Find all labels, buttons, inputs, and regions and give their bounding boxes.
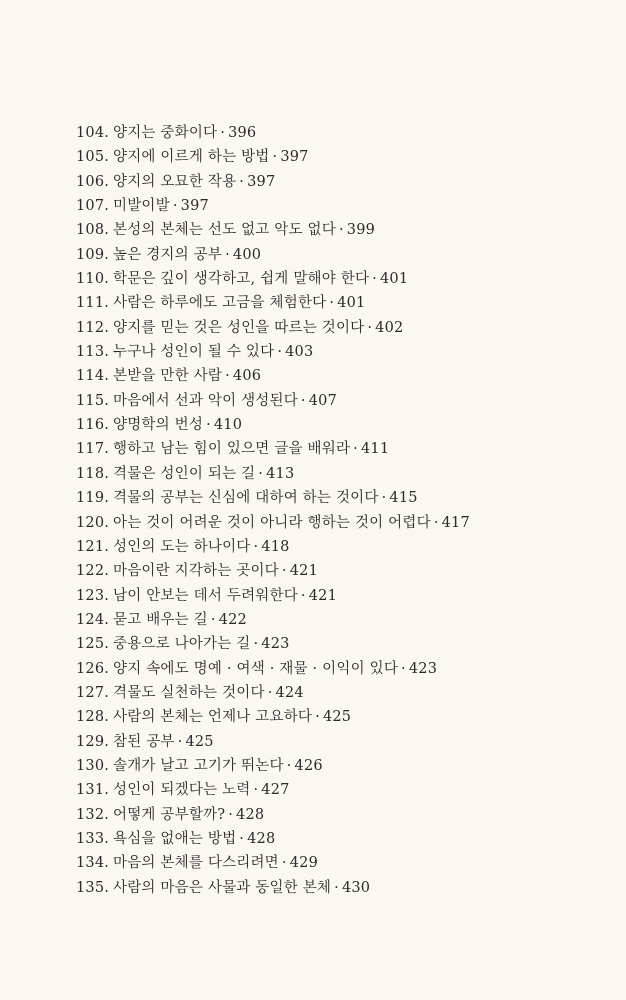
entry-separator: ·	[353, 441, 358, 458]
toc-entry	[76, 803, 596, 827]
entry-number: 132.	[76, 806, 110, 823]
entry-separator: ·	[267, 684, 273, 701]
entry-number: 121.	[76, 538, 110, 555]
entry-page-number: 424	[275, 684, 304, 701]
entry-page-number: 410	[213, 417, 243, 434]
toc-entry	[76, 511, 596, 535]
entry-title: 양지 속에도 명예 · 여색 · 재물 · 이익이 있다	[113, 660, 399, 677]
entry-title: 본받을 만한 사람	[113, 368, 223, 385]
toc-entry	[76, 876, 596, 900]
entry-title: 묻고 배우는 길	[113, 611, 208, 628]
toc-entry	[76, 316, 596, 340]
entry-title: 양명학의 번성	[113, 417, 204, 434]
toc-entry	[76, 340, 596, 364]
entry-number: 135.	[76, 879, 110, 896]
entry-title: 격물의 공부는 신심에 대하여 하는 것이다	[113, 490, 379, 507]
entry-separator: ·	[329, 295, 335, 312]
entry-separator: ·	[272, 149, 278, 166]
entry-number: 128.	[76, 709, 110, 726]
entry-page-number: 415	[389, 490, 418, 507]
entry-page-number: 397	[180, 198, 209, 215]
toc-entry	[76, 194, 596, 218]
entry-page-number: 421	[289, 563, 318, 580]
toc-entry	[76, 486, 596, 510]
entry-title: 마음의 본체를 다스리려면	[113, 855, 279, 872]
entry-title: 욕심을 없애는 방법	[113, 830, 237, 847]
entry-title: 본성의 본체는 선도 없고 악도 없다	[113, 222, 336, 239]
entry-number: 107.	[76, 198, 110, 215]
entry-separator: ·	[367, 319, 373, 336]
entry-page-number: 422	[218, 611, 247, 628]
entry-separator: ·	[239, 173, 245, 190]
entry-separator: ·	[300, 392, 306, 409]
entry-number: 133.	[76, 830, 110, 847]
entry-title: 어떻게 공부할까?	[113, 806, 226, 823]
entry-title: 남이 안보는 데서 두려워한다	[113, 587, 298, 604]
entry-page-number: 423	[408, 660, 438, 677]
entry-number: 122.	[76, 563, 110, 580]
entry-separator: ·	[281, 855, 287, 872]
entry-page-number: 429	[289, 855, 318, 872]
toc-entry	[76, 608, 596, 632]
entry-separator: ·	[277, 344, 283, 361]
entry-title: 양지는 중화이다	[113, 125, 218, 141]
entry-number: 106.	[76, 173, 110, 190]
entry-title: 미발이발	[113, 198, 170, 215]
toc-entry	[76, 462, 596, 486]
entry-number: 129.	[76, 733, 110, 750]
toc-entry	[76, 657, 596, 681]
entry-separator: ·	[286, 757, 292, 774]
entry-separator: ·	[372, 271, 377, 288]
entry-title: 성인이 되겠다는 노력	[113, 782, 251, 799]
entry-separator: ·	[315, 709, 320, 726]
entry-page-number: 403	[285, 344, 314, 361]
entry-title: 성인의 도는 하나이다	[113, 538, 251, 555]
entry-page-number: 425	[322, 709, 352, 726]
entry-number: 108.	[76, 222, 110, 239]
entry-page-number: 400	[232, 246, 262, 263]
entry-separator: ·	[281, 563, 287, 580]
entry-page-number: 397	[247, 173, 276, 190]
entry-title: 솔개가 날고 고기가 뛰논다	[113, 757, 284, 774]
entry-separator: ·	[338, 222, 344, 239]
toc-entry	[76, 437, 596, 461]
entry-page-number: 427	[261, 782, 290, 799]
entry-page-number: 396	[228, 125, 257, 141]
entry-number: 123.	[76, 587, 110, 604]
entry-number: 105.	[76, 149, 110, 166]
entry-number: 109.	[76, 246, 110, 263]
entry-title: 학문은 깊이 생각하고, 쉽게 말해야 한다	[113, 271, 370, 288]
toc-entry	[76, 121, 596, 145]
entry-number: 104.	[76, 125, 110, 141]
toc-entry	[76, 413, 596, 437]
entry-number: 134.	[76, 855, 110, 872]
entry-page-number: 426	[294, 757, 323, 774]
entry-number: 114.	[76, 368, 110, 385]
entry-number: 130.	[76, 757, 110, 774]
entry-separator: ·	[253, 538, 259, 555]
entry-number: 118.	[76, 465, 110, 482]
entry-title: 참된 공부	[113, 733, 175, 750]
toc-entry	[76, 218, 596, 242]
entry-separator: ·	[433, 514, 439, 531]
entry-separator: ·	[225, 368, 230, 385]
entry-title: 마음에서 선과 악이 생성된다	[113, 392, 298, 409]
toc-entry	[76, 584, 596, 608]
toc-entry	[76, 243, 596, 267]
entry-separator: ·	[228, 806, 234, 823]
entry-title: 사람의 마음은 사물과 동일한 본체	[113, 879, 332, 896]
entry-page-number: 407	[308, 392, 338, 409]
entry-title: 높은 경지의 공부	[113, 246, 223, 263]
entry-page-number: 418	[261, 538, 290, 555]
entry-number: 115.	[76, 392, 110, 409]
toc-entry	[76, 364, 596, 388]
entry-title: 아는 것이 어려운 것이 아니라 행하는 것이 어렵다	[113, 514, 431, 531]
entry-page-number: 413	[266, 465, 295, 482]
entry-number: 111.	[76, 295, 110, 312]
entry-page-number: 430	[341, 879, 371, 896]
entry-number: 116.	[76, 417, 110, 434]
entry-page-number: 417	[441, 514, 470, 531]
toc-entry	[76, 827, 596, 851]
entry-title: 양지에 이르게 하는 방법	[113, 149, 270, 166]
entry-separator: ·	[210, 611, 216, 628]
entry-separator: ·	[381, 490, 387, 507]
toc-entry	[76, 535, 596, 559]
entry-number: 124.	[76, 611, 110, 628]
entry-number: 127.	[76, 684, 110, 701]
entry-separator: ·	[401, 660, 406, 677]
entry-separator: ·	[225, 246, 230, 263]
toc-entry	[76, 389, 596, 413]
entry-page-number: 421	[308, 587, 338, 604]
entry-number: 119.	[76, 490, 110, 507]
toc-entry	[76, 291, 596, 315]
entry-title: 행하고 남는 힘이 있으면 글을 배워라	[113, 441, 351, 458]
toc-entry	[76, 778, 596, 802]
entry-page-number: 401	[337, 295, 366, 312]
entry-page-number: 402	[375, 319, 404, 336]
toc-entry	[76, 170, 596, 194]
entry-page-number: 423	[261, 636, 290, 653]
entry-separator: ·	[258, 465, 264, 482]
entry-number: 126.	[76, 660, 110, 677]
entry-number: 117.	[76, 441, 110, 458]
entry-title: 사람은 하루에도 고금을 체험한다	[113, 295, 327, 312]
entry-separator: ·	[220, 125, 226, 141]
entry-page-number: 425	[185, 733, 214, 750]
entry-page-number: 428	[247, 830, 276, 847]
entry-page-number: 397	[280, 149, 309, 166]
entry-number: 113.	[76, 344, 110, 361]
entry-separator: ·	[300, 587, 306, 604]
entry-number: 110.	[76, 271, 110, 288]
toc-entry	[76, 267, 596, 291]
entry-title: 격물은 성인이 되는 길	[113, 465, 256, 482]
entry-page-number: 406	[232, 368, 262, 385]
entry-title: 중용으로 나아가는 길	[113, 636, 251, 653]
toc-entry	[76, 851, 596, 875]
toc-entry	[76, 705, 596, 729]
entry-number: 125.	[76, 636, 110, 653]
entry-page-number: 399	[346, 222, 376, 239]
entry-number: 131.	[76, 782, 110, 799]
entry-title: 마음이란 지각하는 곳이다	[113, 563, 279, 580]
entry-title: 사람의 본체는 언제나 고요하다	[113, 709, 313, 726]
entry-title: 양지의 오묘한 작용	[113, 173, 237, 190]
entry-title: 양지를 믿는 것은 성인을 따르는 것이다	[113, 319, 365, 336]
entry-separator: ·	[172, 198, 178, 215]
entry-separator: ·	[177, 733, 183, 750]
entry-number: 120.	[76, 514, 110, 531]
entry-separator: ·	[253, 636, 259, 653]
toc-entry	[76, 145, 596, 169]
toc-entry	[76, 681, 596, 705]
toc-entry	[76, 754, 596, 778]
entry-title: 누구나 성인이 될 수 있다	[113, 344, 275, 361]
entry-separator: ·	[206, 417, 211, 434]
toc-entry	[76, 632, 596, 656]
entry-title: 격물도 실천하는 것이다	[113, 684, 265, 701]
entry-page-number: 401	[379, 271, 409, 288]
entry-separator: ·	[253, 782, 259, 799]
entry-page-number: 428	[236, 806, 265, 823]
toc-entry	[76, 730, 596, 754]
table-of-contents	[76, 121, 596, 900]
entry-separator: ·	[239, 830, 245, 847]
entry-number: 112.	[76, 319, 110, 336]
toc-entry	[76, 559, 596, 583]
entry-page-number: 411	[360, 441, 390, 458]
entry-separator: ·	[334, 879, 339, 896]
